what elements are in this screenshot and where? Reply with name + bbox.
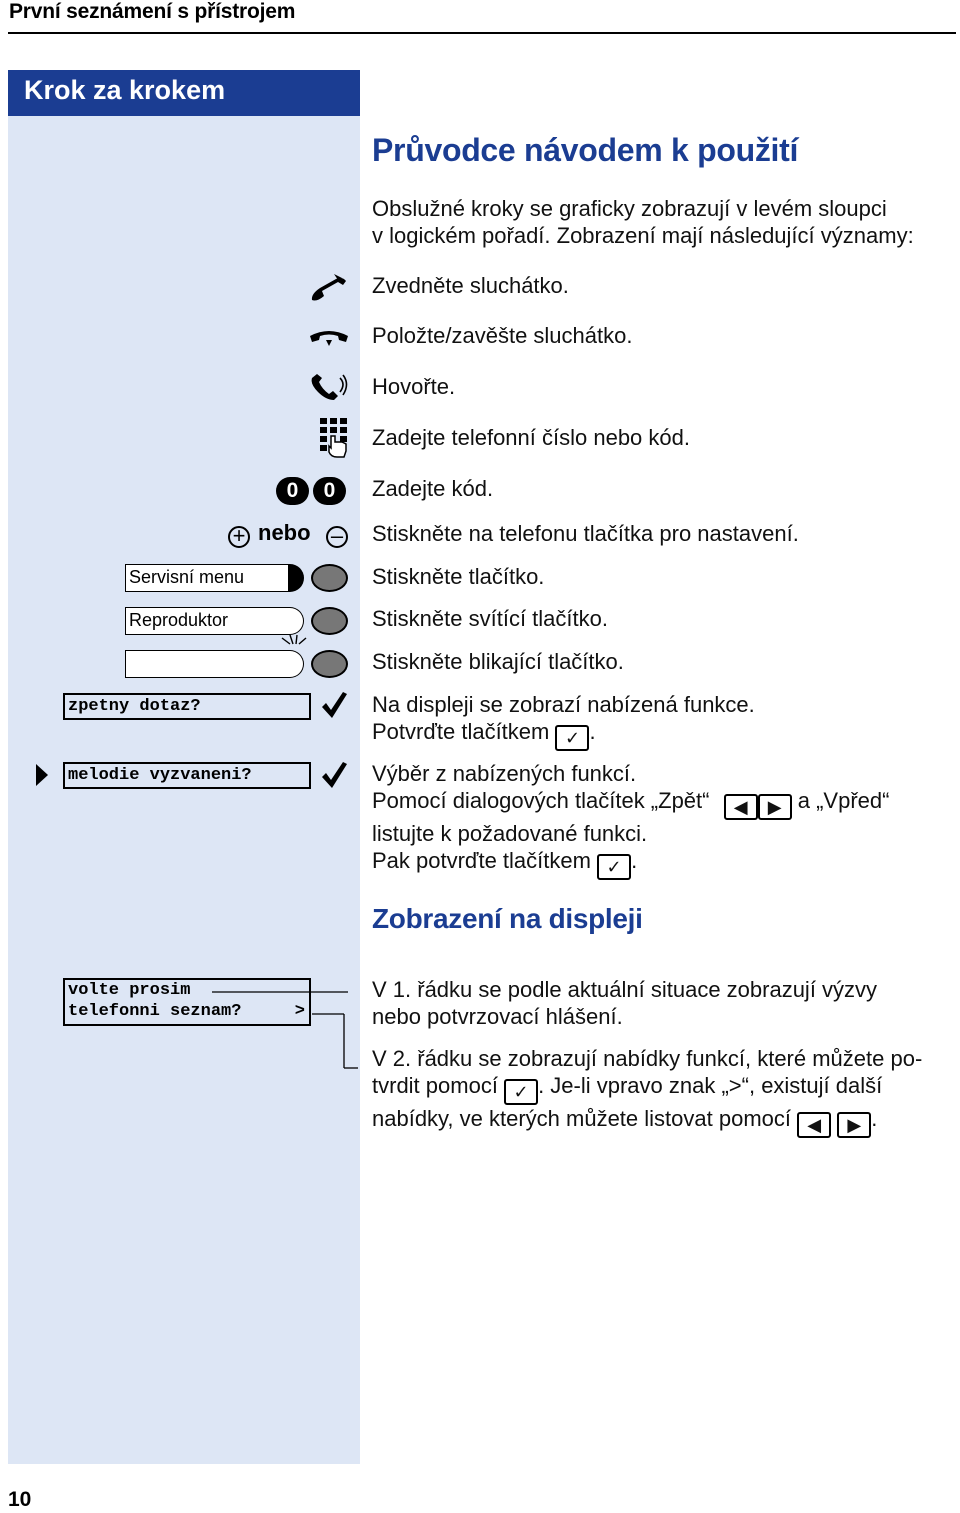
minus-key-icon: – bbox=[326, 526, 348, 548]
blinking-key-button bbox=[311, 650, 348, 678]
handset-hangup-icon bbox=[308, 326, 350, 350]
confirm-key-icon: ✓ bbox=[597, 854, 631, 880]
nebo-label: nebo bbox=[258, 520, 311, 545]
step-press: Stiskněte tlačítko. bbox=[372, 564, 545, 589]
display-row2-line-3-text: nabídky, ve kterých můžete listovat pomocí bbox=[372, 1106, 791, 1131]
intro-line-2: v logickém pořadí. Zobrazení mají následující významy: bbox=[372, 223, 914, 248]
display-row2-line-2a: tvrdit pomocí bbox=[372, 1073, 498, 1098]
key-label-reproduktor: Reproduktor bbox=[125, 607, 289, 635]
display-row2-line-2b: . Je-li vpravo znak „>“, existují další bbox=[538, 1073, 883, 1098]
forward-key-icon: ▶ bbox=[837, 1112, 871, 1138]
checkmark-icon bbox=[320, 760, 348, 790]
step-banner: Krok za krokem bbox=[8, 70, 360, 116]
handset-talk-icon bbox=[308, 372, 350, 404]
lit-key-button bbox=[311, 607, 348, 635]
intro-line-1: Obslužné kroky se graficky zobrazují v levém sloupci bbox=[372, 196, 887, 221]
step-select-line-4-text: Pak potvrďte tlačítkem bbox=[372, 848, 591, 873]
display-line-2-text: telefonni seznam? bbox=[68, 1002, 242, 1021]
confirm-key-icon: ✓ bbox=[555, 725, 589, 751]
page-number: 10 bbox=[8, 1488, 32, 1511]
display-line-1: volte prosim bbox=[68, 981, 191, 1000]
step-lift: Zvedněte sluchátko. bbox=[372, 273, 569, 298]
step-select-line-4: Pak potvrďte tlačítkem ✓ . bbox=[372, 847, 958, 880]
step-lit: Stiskněte svítící tlačítko. bbox=[372, 606, 608, 631]
header-rule bbox=[8, 32, 956, 34]
forward-key-icon: ▶ bbox=[758, 794, 792, 820]
blink-rays-icon bbox=[280, 634, 312, 650]
intro-text bbox=[372, 195, 958, 249]
function-key-button bbox=[311, 564, 348, 592]
display-row1-line-1: V 1. řádku se podle aktuální situace zobrazují výzvy bbox=[372, 977, 878, 1002]
running-header: První seznámení s přístrojem bbox=[9, 0, 296, 23]
step-select-line-2a: Pomocí dialogových tlačítek „Zpět“ bbox=[372, 788, 710, 813]
step-blink: Stiskněte blikající tlačítko. bbox=[372, 649, 624, 674]
display-zpetny-dotaz: zpetny dotaz? bbox=[63, 693, 311, 720]
step-select-line-2 bbox=[372, 787, 958, 820]
display-melodie-vyzvaneni: melodie vyzvaneni? bbox=[63, 762, 311, 789]
plus-key-icon: + bbox=[228, 526, 250, 548]
key-label-servisni-menu: Servisní menu bbox=[125, 564, 289, 592]
display-row2-line-2 bbox=[372, 1072, 958, 1105]
step-hangup: Položte/zavěšte sluchátko. bbox=[372, 323, 633, 348]
step-dial: Zadejte telefonní číslo nebo kód. bbox=[372, 425, 690, 450]
step-adjust: Stiskněte na telefonu tlačítka pro nastavení. bbox=[372, 521, 799, 546]
step-display-line-1: Na displeji se zobrazí nabízená funkce. bbox=[372, 692, 755, 717]
selection-arrow-icon bbox=[34, 762, 50, 788]
step-select bbox=[372, 760, 958, 880]
display-row1-desc bbox=[372, 976, 958, 1030]
step-display bbox=[372, 691, 958, 751]
step-select-line-1: Výběr z nabízených funkcí. bbox=[372, 761, 637, 786]
back-key-icon: ◀ bbox=[724, 794, 758, 820]
step-display-line-2: Potvrďte tlačítkem ✓ . bbox=[372, 718, 958, 751]
display-row2-desc bbox=[372, 1045, 958, 1138]
display-row2-line-1: V 2. řádku se zobrazují nabídky funkcí, které můžete po- bbox=[372, 1046, 923, 1071]
display-row1-line-2: nebo potvrzovací hlášení. bbox=[372, 1004, 623, 1029]
page-title: Průvodce návodem k použití bbox=[372, 132, 799, 168]
checkmark-icon bbox=[320, 690, 348, 720]
keypad-icon bbox=[318, 416, 350, 458]
code-key-2: 0 bbox=[313, 477, 346, 505]
display-more-arrow: > bbox=[294, 1002, 305, 1021]
section-title: Zobrazení na displeji bbox=[372, 903, 643, 934]
confirm-key-icon: ✓ bbox=[504, 1079, 538, 1105]
step-talk: Hovořte. bbox=[372, 374, 456, 399]
step-select-line-2b: a „Vpřed“ bbox=[797, 788, 890, 813]
back-key-icon: ◀ bbox=[797, 1112, 831, 1138]
step-display-line-2-text: Potvrďte tlačítkem bbox=[372, 719, 550, 744]
step-select-line-3: listujte k požadované funkci. bbox=[372, 821, 648, 846]
display-row2-line-3: nabídky, ve kterých můžete listovat pomocí ◀ ▶ . bbox=[372, 1105, 958, 1138]
code-key-1: 0 bbox=[276, 477, 309, 505]
handset-lift-icon bbox=[308, 272, 350, 304]
callout-lines bbox=[212, 984, 360, 1072]
step-code: Zadejte kód. bbox=[372, 476, 494, 501]
key-label-empty bbox=[125, 650, 289, 678]
